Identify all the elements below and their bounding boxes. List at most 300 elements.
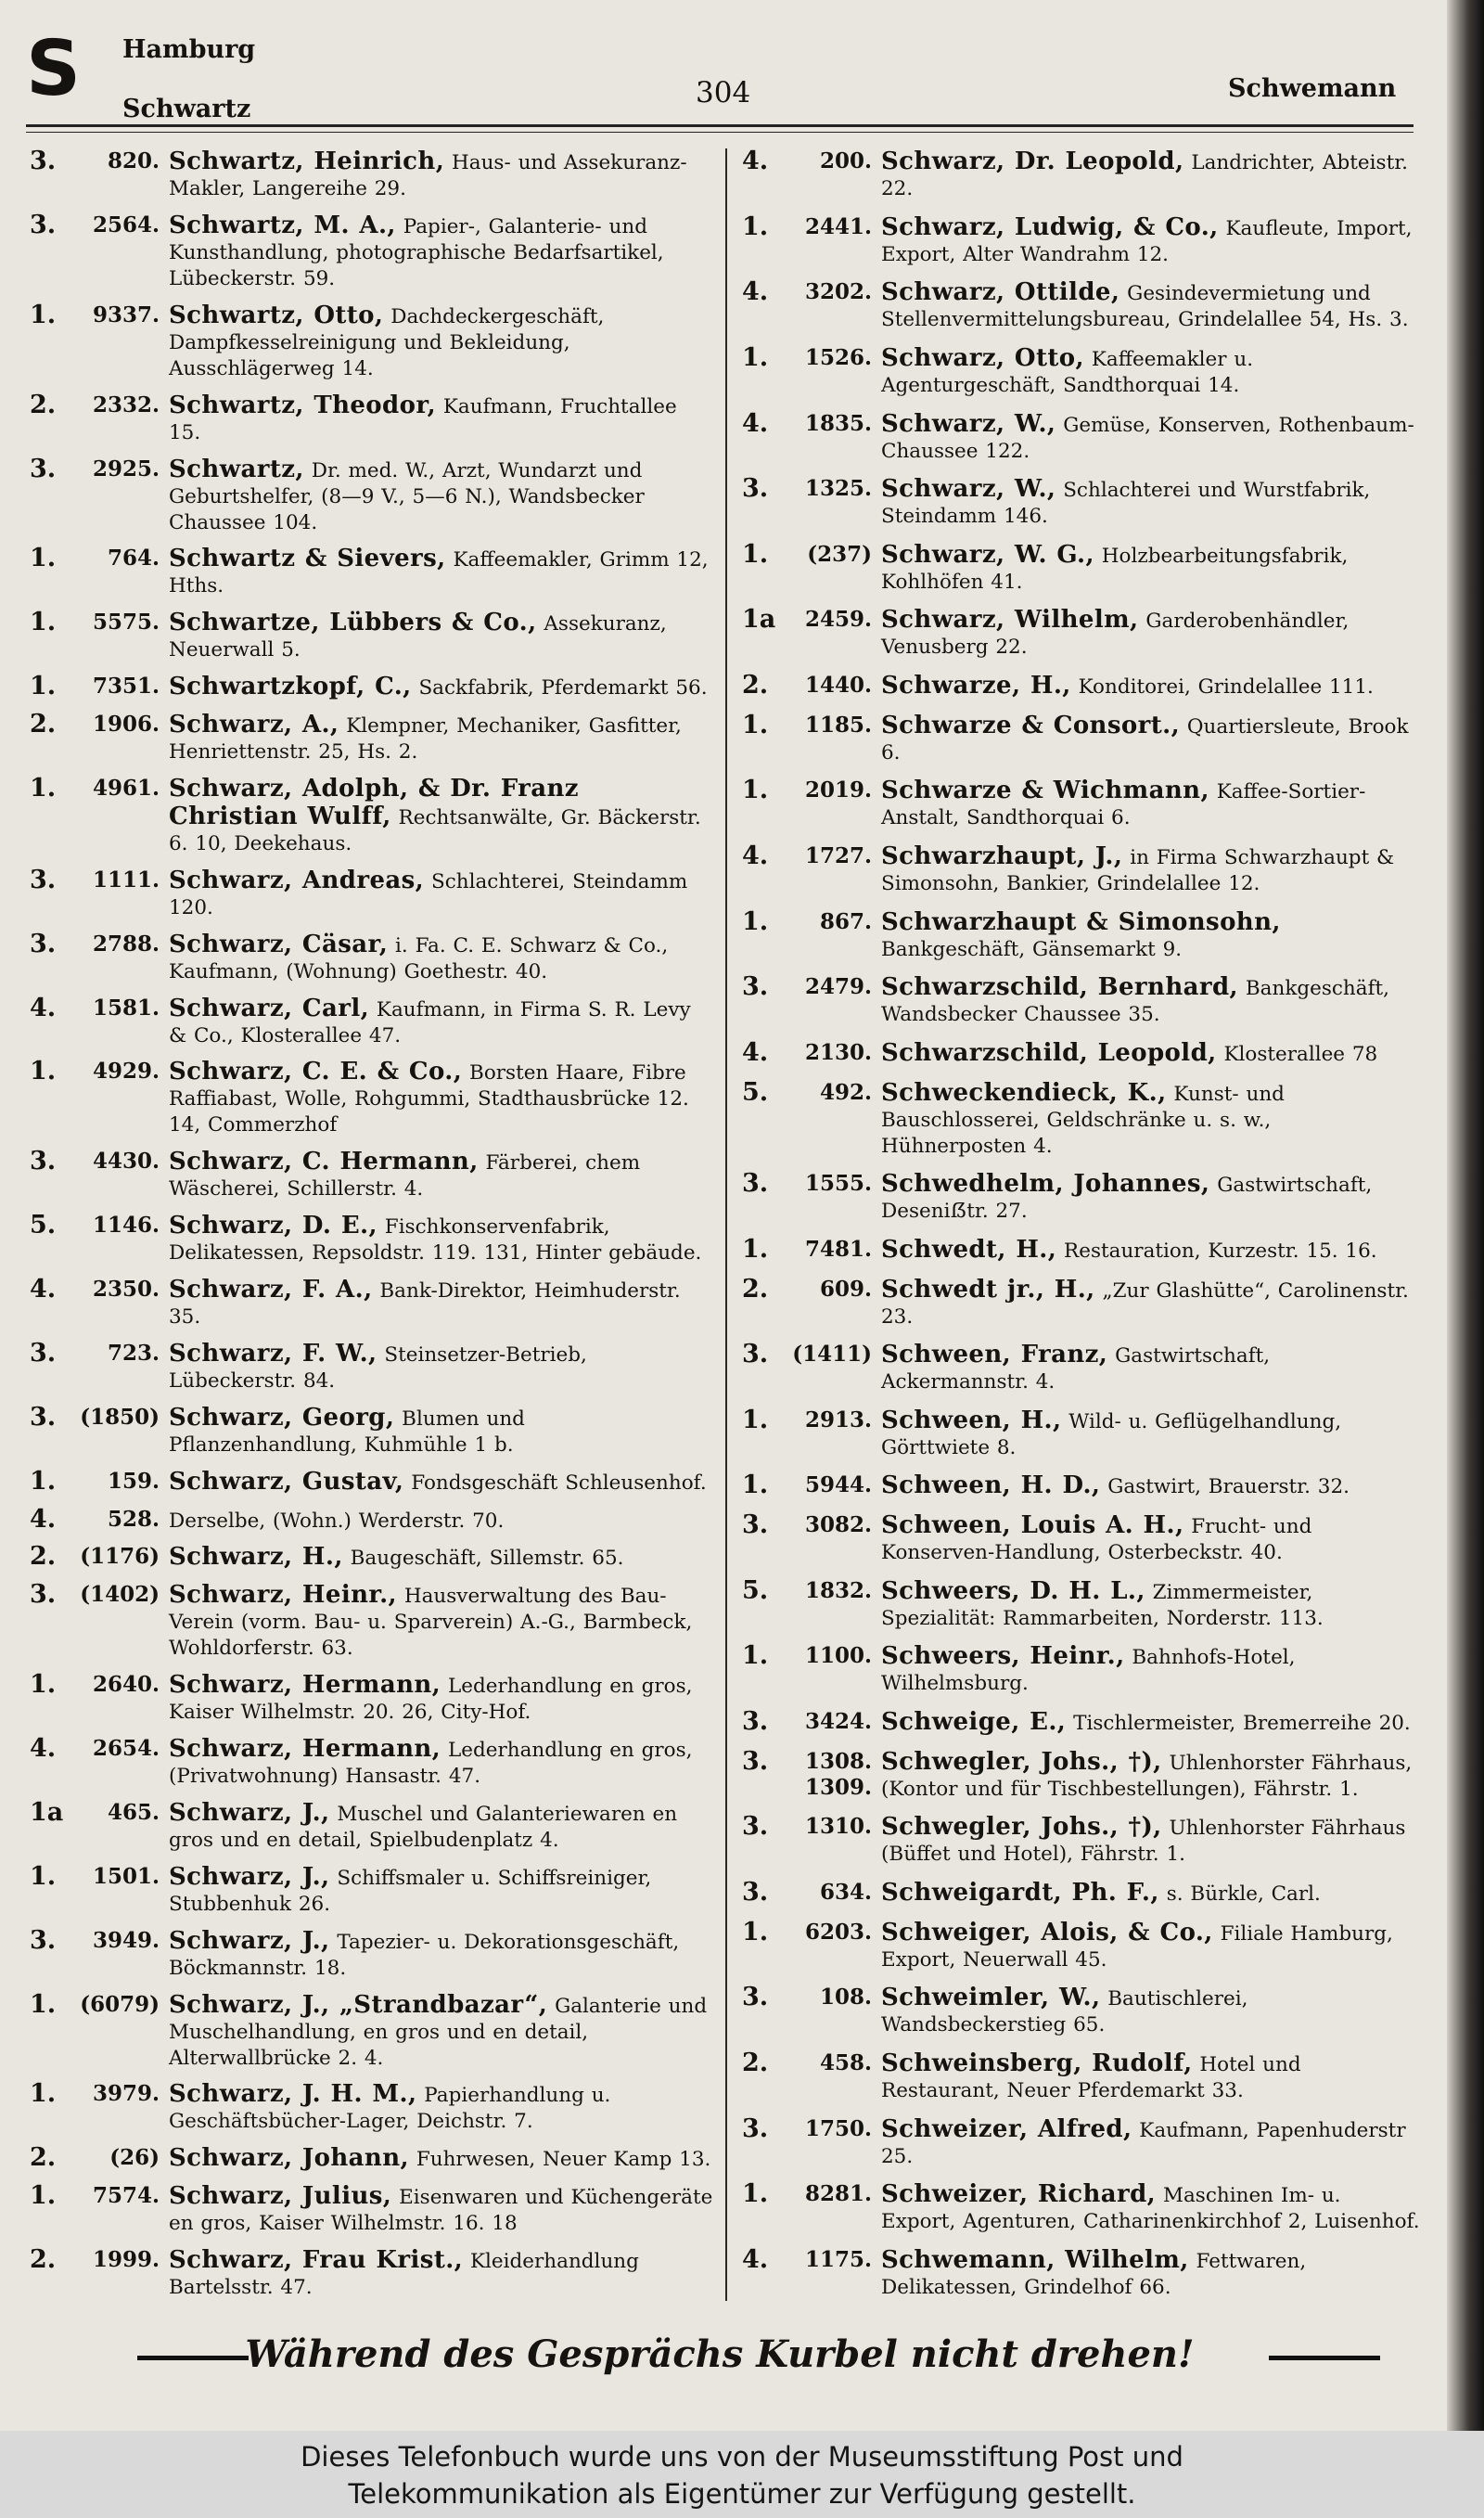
subscriber-name: Schwedhelm, Johannes, [881,1170,1210,1199]
exchange-zone: 3. [30,1338,57,1368]
entry-body [881,2247,1421,2301]
entry-body [881,673,1421,700]
phone-number: 8281. [804,2181,872,2207]
subscriber-details: Restauration, Kurzestr. 15. 16. [1064,1239,1377,1263]
subscriber-name: Schwartze, Lübbers & Co., [169,609,537,637]
subscriber-name: Schweckendieck, K., [881,1078,1167,1107]
subscriber-details: Rechtsanwälte, Gr. Bäckerstr. 6. 10, Deekehaus. [169,805,701,855]
phone-number: 764. [107,546,160,572]
subscriber-name: Schwarz, F. W., [169,1339,377,1368]
exchange-zone: 1. [742,710,769,739]
phone-number: 108. [819,1985,872,2011]
phone-number: 2788. [92,931,160,957]
phone-number: 4430. [92,1149,160,1175]
entry-body [881,214,1421,268]
subscriber-details: Hotel und Restaurant, Neuer Pferdemarkt 33. [881,2052,1301,2102]
subscriber-details: in Firma Schwarzhaupt & Simonsohn, Bankier, Grindelallee 12. [881,846,1395,896]
exchange-zone: 1. [742,1234,769,1264]
subscriber-details: Schlachterei und Wurstfabrik, Steindamm 146. [881,479,1371,529]
subscriber-details: s. Bürkle, Carl. [1166,1882,1321,1906]
exchange-zone: 4. [30,1275,57,1304]
directory-entry [30,1582,714,1662]
exchange-zone: 1a [742,605,776,635]
phone-number: 609. [819,1276,872,1302]
subscriber-name: Schwartz, Otto, [169,301,384,329]
subscriber-details: Gastwirtschaft, Deseniẞtr. 27. [881,1174,1373,1224]
subscriber-details: Holzbearbeitungsfabrik, Kohlhöfen 41. [881,544,1349,594]
phone-number: (1176) [80,1544,160,1570]
directory-entry [30,1213,714,1266]
subscriber-details: Fuhrwesen, Neuer Kamp 13. [416,2148,711,2172]
directory-entry [30,1925,714,1982]
directory-entry [30,392,714,446]
entry-body [881,1512,1421,1566]
directory-entry [30,1277,714,1330]
phone-number: 6203. [804,1919,872,1945]
subscriber-name: Schwarz, Gustav, [169,1467,404,1496]
subscriber-details: Papier-, Galanterie- und Kunsthandlung, photographische Bedarfsartikel, Lübeckerstr. 59. [169,214,664,290]
directory-entry [742,2244,1421,2301]
entry-body [881,1814,1421,1868]
subscriber-name: Schwarze & Wichmann, [881,777,1209,805]
phone-number: 2459. [804,607,872,633]
entry-body [881,843,1421,897]
entry-body [169,1277,714,1330]
entry-body [169,1864,714,1918]
directory-entry [742,342,1421,399]
subscriber-name: Schwarz, Otto, [881,343,1084,372]
directory-entry [30,2081,714,2135]
subscriber-details: Bautischlerei, Wandsbeckerstieg 65. [881,1987,1248,2037]
exchange-zone: 5. [30,1211,57,1240]
subscriber-name: Schwarz, Cäsar, [169,930,389,958]
subscriber-details: Bahnhofs-Hotel, Wilhelmsburg. [881,1646,1296,1696]
subscriber-name: Schwegler, Johs., †), [881,1747,1162,1776]
subscriber-details: Bankgeschäft, Gänsemarkt 9. [881,937,1183,961]
subscriber-name: Schwarze, H., [881,672,1071,700]
phone-number: 867. [819,908,872,934]
phone-number: (1402) [80,1582,160,1608]
directory-entry [742,1814,1421,1868]
subscriber-details: Gemüse, Konserven, Rothenbaum-Chaussee 122. [881,413,1414,463]
subscriber-name: Schwarz, J., [169,1862,330,1891]
subscriber-details: Muschel und Galanteriewaren en gros und en detail, Spielbudenplatz 4. [169,1802,678,1852]
directory-entry [742,843,1421,897]
subscriber-details: Fondsgeschäft Schleusenhof. [411,1471,707,1495]
phone-number: 3949. [92,1927,160,1953]
directory-entry [30,1797,714,1854]
subscriber-details: Fischkonservenfabrik, Delikatessen, Repsoldstr. 119. 131, Hinter gebäude. [169,1215,702,1265]
exchange-zone: 3. [30,210,57,239]
subscriber-details: Hausverwaltung des Bau-Verein (vorm. Bau- u. Sparverein) A.-G., Barmbeck, Wohldorferstr. 63. [169,1585,693,1661]
exchange-zone: 2. [30,2143,57,2173]
directory-entry [742,1575,1421,1632]
subscriber-details: Klosterallee 78 [1223,1042,1378,1066]
entry-body [881,148,1421,202]
entry-body [881,476,1421,530]
entry-body [881,1985,1421,2038]
subscriber-name: Schwarz, W., [881,409,1056,438]
left-column [30,148,714,2310]
directory-entry [742,1171,1421,1225]
subscriber-name: Schwarzhaupt & Simonsohn, [881,907,1281,936]
subscriber-name: Schwarz, F. A., [169,1276,373,1304]
directory-entry [30,1736,714,1790]
subscriber-details: Gesindevermietung und Stellenvermittelungsbureau, Grindelallee 54, Hs. 3. [881,282,1409,332]
subscriber-name: Schwartz, [169,455,304,483]
exchange-zone: 3. [30,1402,57,1432]
entry-body [169,1992,714,2072]
phone-number: 5944. [804,1472,872,1498]
exchange-zone: 2. [30,710,57,739]
directory-entry [742,1077,1421,1160]
phone-number: 7481. [804,1236,872,1262]
subscriber-details: Derselbe, (Wohn.) Werderstr. 70. [169,1509,505,1533]
phone-number: 528. [107,1506,160,1532]
city-name: Hamburg [122,35,256,64]
directory-entry [742,1512,1421,1566]
exchange-zone: 1. [742,1917,769,1946]
directory-entry [30,2183,714,2237]
subscriber-name: Schweers, D. H. L., [881,1576,1145,1605]
directory-entry [30,931,714,985]
phone-number: 2913. [804,1407,872,1432]
exchange-zone: 1. [30,1670,57,1700]
entry-body [169,1507,714,1535]
directory-entry [742,1472,1421,1500]
entry-body [881,1342,1421,1395]
header-rule [26,124,1414,127]
phone-number: 9337. [92,302,160,328]
entry-body [881,345,1421,399]
subscriber-details: Tapezier- u. Dekorationsgeschäft, Böckmannstr. 18. [169,1930,680,1980]
subscriber-name: Schwarz, Wilhelm, [881,606,1139,635]
entry-body [881,2050,1421,2104]
entry-body [881,777,1421,831]
entry-body [881,1080,1421,1160]
entry-body [881,1040,1421,1068]
subscriber-details: Dr. med. W., Arzt, Wundarzt und Geburtshelfer, (8—9 V., 5—6 N.), Wandsbecker Chaussee 104. [169,458,645,534]
exchange-zone: 3. [742,972,769,1002]
directory-entry [30,1338,714,1394]
subscriber-name: Schwarz, W. G., [881,540,1094,569]
phone-number: 634. [819,1879,872,1905]
directory-entry [30,1504,714,1535]
entry-body [169,1149,714,1202]
directory-entry [30,212,714,292]
phone-number: 200. [819,148,872,173]
subscriber-name: Schwemann, Wilhelm, [881,2245,1189,2274]
phone-number: 1555. [804,1171,872,1197]
directory-entry [30,2247,714,2301]
entry-body [881,542,1421,596]
directory-entry [30,674,714,701]
footer-dash-right [1269,2356,1380,2360]
subscriber-name: Schwartz, M. A., [169,211,396,239]
exchange-zone: 3. [30,454,57,483]
entry-body [169,1800,714,1854]
subscriber-name: Schwarz, W., [881,475,1056,504]
phone-number: 1526. [804,344,872,370]
exchange-zone: 1. [30,773,57,803]
footer-notice: Während des Gesprächs Kurbel nicht drehen! [245,2332,1195,2376]
exchange-zone: 1. [30,608,57,637]
exchange-zone: 4. [742,2244,769,2274]
phone-number: 1750. [804,2115,872,2141]
entry-body [169,2247,714,2301]
subscriber-details: Dachdeckergeschäft, Dampfkesselreinigung und Bekleidung, Ausschlägerweg 14. [169,304,605,380]
entry-body [881,1643,1421,1697]
entry-body [881,1407,1421,1461]
directory-entry [30,2145,714,2173]
phone-number: 820. [107,148,160,173]
subscriber-name: Schwarz, Heinr., [169,1581,398,1610]
entry-body [169,1469,714,1497]
exchange-zone: 3. [742,1340,769,1369]
subscriber-details: Kunst- und Bauschlosserei, Geldschränke u. s. w., Hühnerposten 4. [881,1082,1285,1158]
exchange-zone: 1. [742,776,769,805]
directory-entry [742,1985,1421,2038]
entry-body [881,1920,1421,1973]
phone-number: 1501. [92,1863,160,1889]
phone-number: 2350. [92,1277,160,1302]
subscriber-details: Maschinen Im- u. Export, Agenturen, Catharinenkirchhof 2, Luisenhof. [881,2184,1420,2234]
subscriber-name: Schweizer, Richard, [881,2180,1157,2209]
entry-body [169,1736,714,1790]
phone-number: 2130. [804,1039,872,1065]
column-divider [725,148,727,2301]
exchange-zone: 1. [742,212,769,241]
subscriber-details: Assekuranz, Neuerwall 5. [169,612,667,662]
subscriber-name: Schwartz, Theodor, [169,391,437,419]
subscriber-details: Galanterie und Muschelhandlung, en gros und en detail, Alterwallbrücke 2. 4. [169,1994,708,2070]
directory-entry [30,148,714,202]
exchange-zone: 1. [742,1405,769,1434]
header-rule-thin [26,132,1414,133]
subscriber-details: Bank-Direktor, Heimhuderstr. 35. [169,1279,681,1329]
exchange-zone: 3. [742,1169,769,1199]
phone-number: 1325. [804,476,872,502]
phone-number: 1175. [804,2246,872,2272]
subscriber-details: Fettwaren, Delikatessen, Grindelhof 66. [881,2249,1307,2299]
entry-body [881,1578,1421,1632]
directory-entry [742,2113,1421,2170]
directory-entry [742,673,1421,700]
phone-number: 2640. [92,1672,160,1698]
subscriber-name: Schwedt jr., H., [881,1275,1095,1304]
entry-body [881,279,1421,333]
phone-number: 3979. [92,2081,160,2107]
directory-entry [30,867,714,921]
phone-number: 1111. [92,867,160,893]
subscriber-details: Steinsetzer-Betrieb, Lübeckerstr. 84. [169,1343,587,1393]
directory-entry [742,1037,1421,1068]
exchange-zone: 3. [30,865,57,894]
directory-entry [30,712,714,765]
exchange-zone: 4. [742,147,769,175]
directory-entry [742,539,1421,596]
phone-number: 2925. [92,456,160,482]
subscriber-name: Schwarz, Ottilde, [881,278,1120,307]
exchange-zone: 4. [742,1037,769,1067]
exchange-zone: 2. [742,1274,769,1304]
directory-entry [30,1059,714,1138]
exchange-zone: 2. [30,390,57,419]
entry-body [881,1237,1421,1265]
subscriber-name: Schwarze & Consort., [881,711,1181,739]
subscriber-details: Schiffsmaler u. Schiffsreiniger, Stubbenhuk 26. [169,1866,652,1916]
exchange-zone: 2. [30,2245,57,2274]
directory-entry [742,1342,1421,1395]
exchange-zone: 1. [30,1466,57,1496]
exchange-zone: 4. [742,841,769,871]
subscriber-details: Blumen und Pflanzenhandlung, Kuhmühle 1 b. [169,1407,525,1457]
phone-number: 3082. [804,1512,872,1538]
phone-number: 7351. [92,674,160,700]
entry-body [881,2181,1421,2235]
subscriber-name: Schwarz, C. E. & Co., [169,1058,463,1086]
exchange-zone: 4. [30,1734,57,1763]
subscriber-name: Schwegler, Johs., †), [881,1813,1162,1842]
directory-entry [742,408,1421,465]
directory-entry [742,214,1421,268]
subscriber-name: Schwarz, A., [169,711,339,739]
first-entry-name: Schwartz [122,95,251,123]
subscriber-details: Uhlenhorster Fährhaus, (Kontor und für Tischbestellungen), Fährstr. 1. [881,1751,1413,1801]
subscriber-details: i. Fa. C. E. Schwarz & Co., Kaufmann, (Wohnung) Goethestr. 40. [169,933,669,983]
entry-body [169,2183,714,2237]
subscriber-name: Schweigardt, Ph. F., [881,1878,1159,1907]
subscriber-name: Schwartz, Heinrich, [169,148,445,175]
subscriber-name: Schwarzschild, Leopold, [881,1038,1217,1067]
phone-number: 2654. [92,1736,160,1761]
caption-line-1: Dieses Telefonbuch wurde uns von der Museumsstiftung Post und [301,2441,1183,2473]
subscriber-details: Papierhandlung u. Geschäftsbücher-Lager, Deichstr. 7. [169,2084,611,2134]
entry-body [169,931,714,985]
exchange-zone: 4. [742,277,769,307]
exchange-zone: 3. [742,1746,769,1776]
exchange-zone: 1. [742,906,769,936]
last-entry-name: Schwemann [1228,74,1397,103]
directory-entry [742,1746,1421,1803]
directory-entry [742,2050,1421,2104]
subscriber-name: Schwarz, Ludwig, & Co., [881,212,1219,241]
exchange-zone: 1. [742,2179,769,2209]
phone-number: 1581. [92,995,160,1021]
subscriber-details: Kaffee-Sortier-Anstalt, Sandthorquai 6. [881,780,1366,830]
entry-body [169,1544,714,1572]
directory-entry [30,1989,714,2072]
subscriber-details: Uhlenhorster Fährhaus (Büffet und Hotel), Fährstr. 1. [881,1817,1406,1867]
subscriber-details: Färberei, chem Wäscherei, Schillerstr. 4. [169,1151,641,1201]
subscriber-name: Schwartzkopf, C., [169,673,412,701]
exchange-zone: 4. [742,408,769,438]
subscriber-name: Schweiger, Alois, & Co., [881,1918,1213,1946]
subscriber-details: Haus- und Assekuranz-Makler, Langereihe 29. [169,151,687,200]
phone-number: 492. [819,1079,872,1105]
subscriber-name: Schwarz, Frau Krist., [169,2246,464,2274]
subscriber-name: Schwarz, J., „Strandbazar“, [169,1990,548,2019]
page-number: 304 [696,76,751,109]
directory-entry [742,906,1421,963]
exchange-zone: 3. [30,929,57,958]
phone-number: 1835. [804,410,872,436]
directory-entry [742,1234,1421,1265]
entry-body [169,2145,714,2173]
directory-entry [742,1407,1421,1461]
subscriber-name: Schwarz, Dr. Leopold, [881,148,1184,175]
exchange-zone: 3. [30,1925,57,1955]
subscriber-name: Schweers, Heinr., [881,1642,1125,1671]
entry-body [881,1171,1421,1225]
phone-number: 1906. [92,712,160,737]
subscriber-name: Schweizer, Alfred, [881,2114,1132,2143]
phone-number: 2332. [92,392,160,418]
phone-number: 1146. [92,1213,160,1239]
directory-entry [742,1274,1421,1330]
subscriber-details: Kaffeemakler u. Agenturgeschäft, Sandthorquai 14. [881,347,1254,397]
entry-body [169,610,714,663]
subscriber-name: Schwarz, D. E., [169,1212,377,1240]
phone-number: 1310. [804,1814,872,1840]
phone-number: (237) [807,541,872,567]
subscriber-name: Schwarz, Georg, [169,1403,395,1432]
entry-body [169,1582,714,1662]
exchange-zone: 3. [742,1983,769,2012]
directory-entry [742,148,1421,202]
entry-body [881,1709,1421,1737]
subscriber-details: Kaufmann, Fruchtallee 15. [169,394,677,444]
exchange-zone: 2. [30,1542,57,1572]
subscriber-details: Baugeschäft, Sillemstr. 65. [350,1547,624,1571]
directory-entry [30,993,714,1049]
directory-entry [30,1466,714,1497]
subscriber-name: Schwarz, H., [169,1543,343,1572]
ownership-caption [0,2431,1484,2518]
page-header [0,0,1447,139]
entry-body [169,1405,714,1458]
subscriber-details: Sackfabrik, Pferdemarkt 56. [418,676,708,700]
directory-entry [30,1149,714,1202]
subscriber-details: Lederhandlung en gros, (Privatwohnung) Hansastr. 47. [169,1739,693,1788]
phone-number: 723. [107,1340,160,1366]
subscriber-details: Konditorei, Grindelallee 111. [1078,675,1374,700]
exchange-zone: 1. [742,1471,769,1500]
phone-number: 1100. [804,1643,872,1669]
exchange-zone: 1. [30,300,57,329]
phone-number: 1832. [804,1577,872,1603]
directory-entry [30,1402,714,1458]
directory-entry [30,546,714,599]
directory-entry [30,773,714,857]
phone-number: (26) [109,2145,160,2171]
subscriber-details: Bankgeschäft, Wandsbecker Chaussee 35. [881,977,1390,1027]
subscriber-name: Schwarz, J. H. M., [169,2080,417,2109]
exchange-zone: 5. [742,1077,769,1107]
subscriber-name: Schwarz, Adolph, & Dr. Franz Christian Wulff, [169,774,579,830]
entry-body [169,1213,714,1266]
subscriber-details: Garderobenhändler, Venusberg 22. [881,610,1350,660]
directory-entry [742,1643,1421,1697]
directory-entry [742,710,1421,766]
subscriber-name: Schwarzschild, Bernhard, [881,973,1239,1002]
exchange-zone: 3. [30,1580,57,1610]
entry-body [169,456,714,536]
entry-body [881,974,1421,1028]
exchange-zone: 1. [30,2181,57,2211]
subscriber-details: Eisenwaren und Küchengeräte en gros, Kaiser Wilhelmstr. 16. 18 [169,2186,713,2236]
subscriber-name: Schwarz, J., [169,1926,330,1955]
